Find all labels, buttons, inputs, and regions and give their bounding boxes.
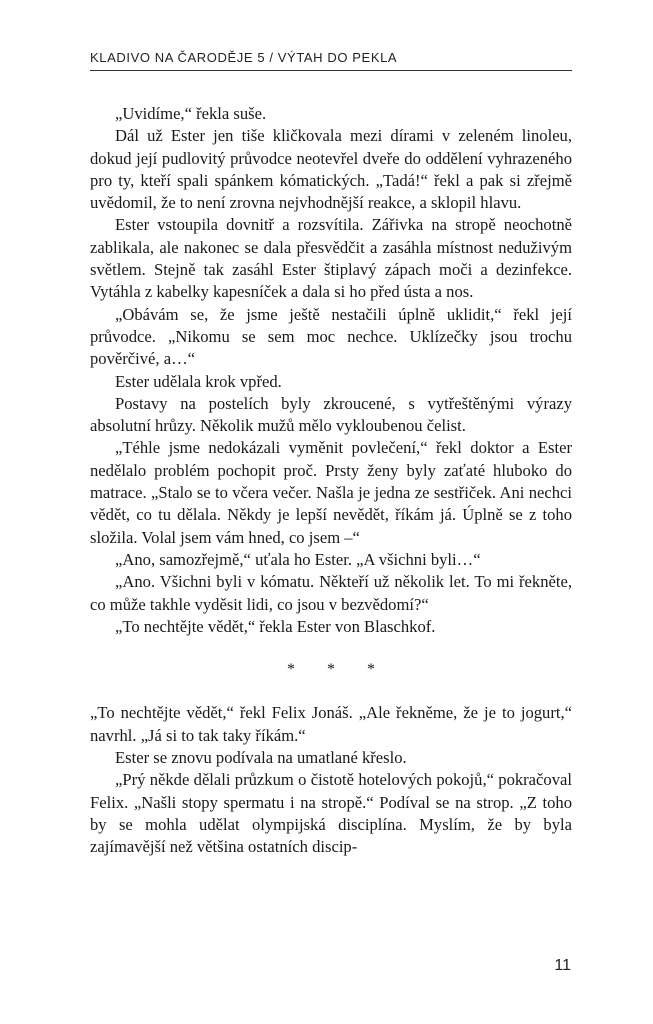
paragraph: Dál už Ester jen tiše kličkovala mezi dírami v zeleném linoleu, dokud její pudlovitý průvodce neotevřel dveře do oddělení vyhrazeného pro ty, kteří spali spánkem kómatických. „Tadá!“ řekl a pak si zřejmě uvědomil, že to není zrovna nejvhodnější reakce, a sklopil hlavu.	[90, 126, 572, 213]
paragraph: „Prý někde dělali průzkum o čistotě hotelových pokojů,“ pokračoval Felix. „Našli stopy spermatu i na stropě.“ Podíval se na strop. „Z toho by se mohla udělat olympijská disciplína. Myslím, že by byla zajímavější než většina ostatních discip-	[90, 770, 572, 857]
paragraph: Ester se znovu podívala na umatlané křeslo.	[115, 748, 407, 768]
paragraph: „Obávám se, že jsme ještě nestačili úplně uklidit,“ řekl její průvodce. „Nikomu se sem moc nechce. Uklízečky jsou trochu pověrčivé, a…“	[90, 304, 572, 369]
paragraph: Ester vstoupila dovnitř a rozsvítila. Zářivka na stropě neochotně zablikala, ale nakonec se dala přesvědčit a zasáhla místnost neduživým světlem. Stejně tak zasáhl Ester štiplavý zápach moči a dezinfekce. Vytáhla z kabelky kapesníček a dala si ho před ústa a nos.	[90, 215, 572, 302]
paragraph: „Ano. Všichni byli v kómatu. Někteří už několik let. To mi řekněte, co může takhle vyděsit lidi, co jsou v bezvědomí?“	[90, 572, 572, 614]
paragraph: Ester udělala krok vpřed.	[115, 371, 282, 391]
paragraph: „To nechtějte vědět,“ řekla Ester von Blaschkof.	[115, 616, 436, 636]
paragraph: „Téhle jsme nedokázali vyměnit povlečení,“ řekl doktor a Ester nedělalo problém pochopit proč. Prsty ženy byly zaťaté hluboko do matrace. „Stalo se to včera večer. Našla je jedna ze sestřiček. Ani nechci vědět, co tu dělala. Někdy je lepší nevědět, říkám já. Úplně se z toho složila. Volal jsem vám hned, co jsem –“	[90, 438, 572, 547]
section-break: * * *	[287, 661, 389, 679]
paragraph: „To nechtějte vědět,“ řekl Felix Jonáš. „Ale řekněme, že je to jogurt,“ navrhl. „Já si to tak taky říkám.“	[90, 703, 572, 745]
body-text	[90, 103, 572, 859]
running-header: KLADIVO NA ČARODĚJE 5 / VÝTAH DO PEKLA	[90, 50, 398, 65]
page-number: 11	[554, 957, 571, 974]
header-rule	[90, 70, 572, 71]
paragraph: „Uvidíme,“ řekla suše.	[115, 104, 267, 123]
paragraph: „Ano, samozřejmě,“ uťala ho Ester. „A všichni byli…“	[115, 549, 481, 569]
paragraph: Postavy na postelích byly zkroucené, s vytřeštěnými výrazy absolutní hrůzy. Několik mužů mělo vykloubenou čelist.	[90, 393, 572, 436]
